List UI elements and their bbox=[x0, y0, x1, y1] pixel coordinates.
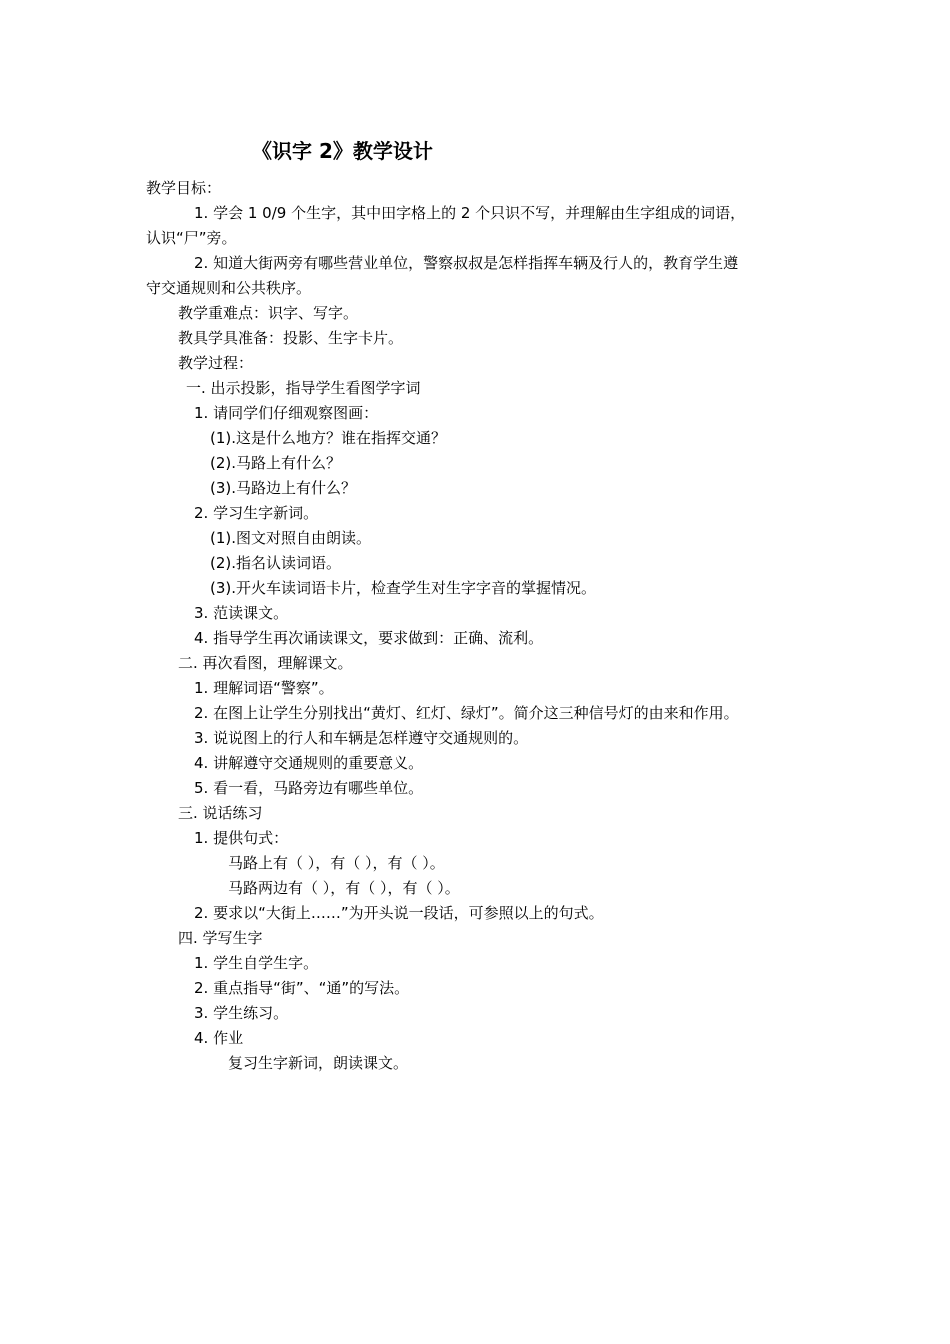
materials: 教具学具准备：投影、生字卡片。 bbox=[178, 329, 404, 347]
list-item: 4. 指导学生再次诵读课文，要求做到：正确、流利。 bbox=[194, 629, 544, 647]
list-item: (1).图文对照自由朗读。 bbox=[210, 529, 372, 547]
list-item: 3. 说说图上的行人和车辆是怎样遵守交通规则的。 bbox=[194, 729, 529, 747]
list-item: 1. 提供句式： bbox=[194, 829, 289, 847]
section-1-heading: 一. 出示投影，指导学生看图学字词 bbox=[186, 379, 421, 397]
list-item: 2. 要求以“大街上……”为开头说一段话，可参照以上的句式。 bbox=[194, 904, 604, 922]
list-item: 5. 看一看，马路旁边有哪些单位。 bbox=[194, 779, 424, 797]
list-item: 4. 作业 bbox=[194, 1029, 244, 1047]
list-item: 3. 学生练习。 bbox=[194, 1004, 289, 1022]
list-item: (3).开火车读词语卡片，检查学生对生字字音的掌握情况。 bbox=[210, 579, 597, 597]
objectives-heading: 教学目标： bbox=[146, 179, 222, 197]
list-item: (2).指名认读词语。 bbox=[210, 554, 342, 572]
objective-2-line-1: 2. 知道大街两旁有哪些营业单位，警察叔叔是怎样指挥车辆及行人的，教育学生遵 bbox=[194, 254, 739, 272]
list-item: 4. 讲解遵守交通规则的重要意义。 bbox=[194, 754, 424, 772]
section-2-heading: 二. 再次看图，理解课文。 bbox=[178, 654, 353, 672]
list-item: (2).马路上有什么？ bbox=[210, 454, 342, 472]
section-3-heading: 三. 说话练习 bbox=[178, 804, 263, 822]
process-heading: 教学过程： bbox=[178, 354, 254, 372]
objective-1-line-1: 1. 学会 1 0/9 个生字，其中田字格上的 2 个只识不写，并理解由生字组成的词语， bbox=[194, 204, 746, 222]
list-item: 1. 学生自学生字。 bbox=[194, 954, 319, 972]
list-item: (1).这是什么地方？谁在指挥交通？ bbox=[210, 429, 447, 447]
list-item: 2. 在图上让学生分别找出“黄灯、红灯、绿灯”。简介这三种信号灯的由来和作用。 bbox=[194, 704, 739, 722]
list-item: 2. 重点指导“街”、“通”的写法。 bbox=[194, 979, 410, 997]
list-item: 3. 范读课文。 bbox=[194, 604, 289, 622]
sentence-pattern-2: 马路两边有（ ），有（ ），有（ ）。 bbox=[228, 879, 460, 897]
homework-text: 复习生字新词，朗读课文。 bbox=[228, 1054, 409, 1072]
objective-1-line-2: 认识“尸”旁。 bbox=[146, 229, 237, 247]
objective-2-line-2: 守交通规则和公共秩序。 bbox=[146, 279, 312, 297]
section-4-heading: 四. 学写生字 bbox=[178, 929, 263, 947]
sentence-pattern-1: 马路上有（ ），有（ ），有（ ）。 bbox=[228, 854, 445, 872]
key-points: 教学重难点：识字、写字。 bbox=[178, 304, 359, 322]
list-item: 2. 学习生字新词。 bbox=[194, 504, 319, 522]
document-title: 《识字 2》教学设计 bbox=[252, 139, 433, 163]
list-item: (3).马路边上有什么？ bbox=[210, 479, 357, 497]
list-item: 1. 请同学们仔细观察图画： bbox=[194, 404, 379, 422]
list-item: 1. 理解词语“警察”。 bbox=[194, 679, 334, 697]
